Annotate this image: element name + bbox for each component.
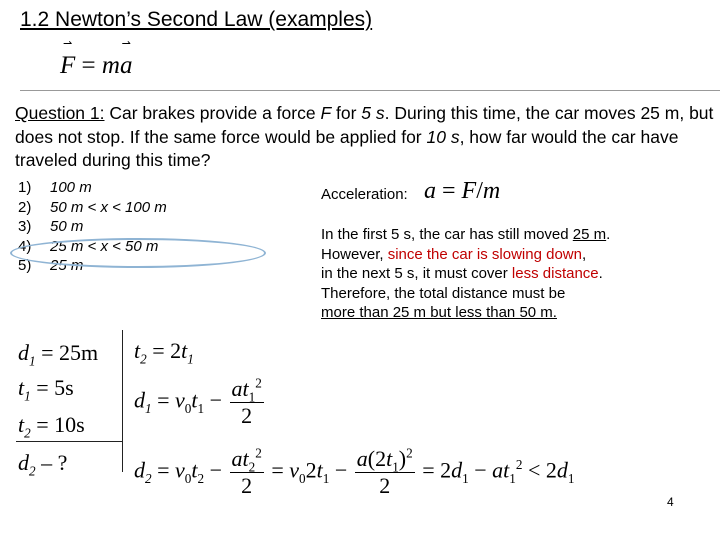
- subscript: 2: [145, 470, 152, 486]
- vector-arrow-icon: ⇀: [121, 38, 131, 50]
- subscript: 2: [24, 425, 31, 441]
- question-part: , how far would the car have traveled during this time?: [15, 126, 679, 170]
- question-part: for: [331, 103, 362, 123]
- option-1[interactable]: [18, 178, 167, 198]
- question-time-2: 10 s: [426, 126, 460, 147]
- op: −: [204, 457, 228, 483]
- explanation-line-4: Therefore, the total distance must be: [321, 284, 566, 302]
- text-part: However,: [321, 245, 388, 263]
- option-text: 25 m < x < 50 m: [50, 237, 159, 255]
- subscript: 1: [392, 459, 399, 475]
- var: t: [134, 338, 141, 363]
- table-horizontal-line: [16, 441, 122, 442]
- denominator: 2: [230, 402, 264, 429]
- value: = 2: [146, 338, 182, 363]
- given-t2: [18, 412, 85, 441]
- equals-sign: =: [81, 52, 96, 79]
- value: ): [398, 446, 407, 471]
- option-3[interactable]: [18, 217, 167, 237]
- subscript: 1: [187, 351, 194, 367]
- question-time-1: 5 s: [361, 103, 385, 123]
- var: t: [386, 446, 393, 471]
- divider-line: [20, 90, 720, 91]
- op: =: [265, 457, 290, 483]
- op: =: [151, 457, 176, 483]
- var: t: [316, 457, 323, 483]
- subscript: 1: [509, 470, 516, 486]
- given-d2: [18, 450, 68, 479]
- explanation-line-5: more than 25 m but less than 50 m.: [321, 304, 557, 321]
- subscript: 0: [299, 470, 306, 486]
- question-var: F: [320, 103, 332, 123]
- var: v: [175, 387, 185, 413]
- var: a: [356, 446, 368, 471]
- fraction: [230, 376, 264, 429]
- option-number: 2): [18, 198, 32, 216]
- option-number: 3): [18, 218, 32, 235]
- question-part: . During this time, the car moves 25 m, but does not stop. If the same force would be applied for: [15, 103, 714, 147]
- op: −: [468, 457, 493, 483]
- explanation-text: [321, 225, 713, 323]
- option-text: 50 m: [50, 218, 84, 235]
- var: d: [18, 450, 29, 475]
- var: d: [134, 387, 145, 413]
- table-vertical-line: [122, 330, 123, 472]
- option-text: 100 m: [50, 179, 92, 196]
- var: d: [134, 457, 145, 483]
- power: 2: [406, 445, 413, 461]
- var: t: [18, 375, 25, 400]
- value: = 25m: [41, 340, 99, 365]
- eq-d1: [134, 376, 266, 429]
- power: 2: [255, 375, 262, 391]
- text-part: in the next 5 s, it must cover: [321, 265, 512, 282]
- subscript: 1: [248, 389, 256, 405]
- question-part: Car brakes provide a force: [104, 103, 321, 123]
- var: t: [18, 412, 25, 437]
- subscript: 1: [462, 470, 469, 486]
- explanation-line-1: [321, 225, 713, 245]
- slide-title: 1.2 Newton’s Second Law (examples): [20, 8, 373, 31]
- highlight-text: since the car is slowing down: [387, 245, 582, 263]
- power: 2: [255, 445, 262, 461]
- fraction: [230, 446, 264, 499]
- fraction: [355, 446, 415, 499]
- subscript: 2: [140, 351, 147, 367]
- var: at: [231, 376, 249, 401]
- subscript: 1: [567, 470, 575, 486]
- subscript: 0: [184, 470, 192, 486]
- option-text: 25 m: [50, 257, 84, 274]
- var: t: [191, 387, 198, 413]
- op: < 2: [522, 457, 557, 483]
- text-part: .: [598, 265, 603, 282]
- mass-symbol: m: [101, 52, 120, 79]
- newton-law-equation: [60, 38, 133, 80]
- acceleration-equation: [424, 178, 500, 205]
- value: (2: [367, 446, 387, 471]
- vector-arrow-icon: ⇀: [63, 38, 73, 50]
- subscript: 1: [24, 388, 31, 404]
- highlight-text: less distance: [511, 265, 599, 282]
- page-number: 4: [667, 495, 674, 509]
- text-part: In the first 5 s, the car has still moved: [321, 226, 573, 243]
- numerator: [355, 445, 415, 475]
- force-vector: [60, 38, 76, 80]
- option-number: 5): [18, 257, 32, 274]
- value: = 5s: [36, 375, 74, 400]
- divide-sign: /: [476, 178, 483, 204]
- var: at: [492, 457, 510, 483]
- var: at: [231, 446, 249, 471]
- text-part: 25 m: [572, 226, 607, 243]
- given-d1: [18, 340, 99, 369]
- var: v: [175, 457, 185, 483]
- op: −: [329, 457, 353, 483]
- op: = 2: [416, 457, 452, 483]
- given-t1: [18, 375, 74, 404]
- acceleration-vector: [119, 38, 133, 80]
- denominator: 2: [230, 472, 264, 499]
- subscript: 2: [248, 459, 256, 475]
- option-number: 1): [18, 179, 32, 196]
- explanation-line-3: [321, 264, 713, 284]
- var: t: [181, 338, 188, 363]
- subscript: 1: [322, 470, 330, 486]
- force-symbol: F: [461, 178, 477, 204]
- var: d: [18, 340, 29, 365]
- eq-d2: [134, 446, 574, 499]
- subscript: 1: [145, 400, 152, 416]
- force-symbol: F: [60, 52, 76, 79]
- question-label: Question 1:: [15, 103, 105, 123]
- value: – ?: [41, 450, 68, 475]
- var: t: [191, 457, 198, 483]
- acceleration-symbol: a: [424, 178, 436, 204]
- var: d: [451, 457, 463, 483]
- subscript: 1: [29, 353, 36, 369]
- numerator: [230, 375, 264, 405]
- acceleration-symbol: a: [119, 52, 133, 79]
- subscript: 2: [29, 463, 36, 479]
- text-part: .: [606, 226, 611, 243]
- var: v: [289, 457, 300, 483]
- explanation-line-2: [321, 245, 713, 265]
- acceleration-label: Acceleration:: [321, 186, 408, 203]
- numerator: [230, 445, 264, 475]
- subscript: 1: [197, 400, 205, 416]
- equals-sign: =: [442, 178, 456, 204]
- denominator: 2: [355, 472, 415, 499]
- subscript: 0: [184, 400, 192, 416]
- value: 2: [305, 457, 317, 483]
- option-number: 4): [18, 237, 32, 255]
- eq-t2-equals-2t1: [134, 338, 194, 367]
- question-text: [15, 102, 715, 173]
- text-part: ,: [581, 245, 587, 263]
- var: d: [556, 457, 568, 483]
- subscript: 2: [197, 470, 205, 486]
- mass-symbol: m: [482, 178, 501, 204]
- value: = 10s: [36, 412, 85, 437]
- op: =: [151, 387, 176, 413]
- option-text: 50 m < x < 100 m: [50, 198, 167, 216]
- option-2[interactable]: [18, 198, 167, 218]
- power: 2: [515, 457, 523, 473]
- op: −: [204, 387, 228, 413]
- correct-answer-highlight: [10, 238, 266, 268]
